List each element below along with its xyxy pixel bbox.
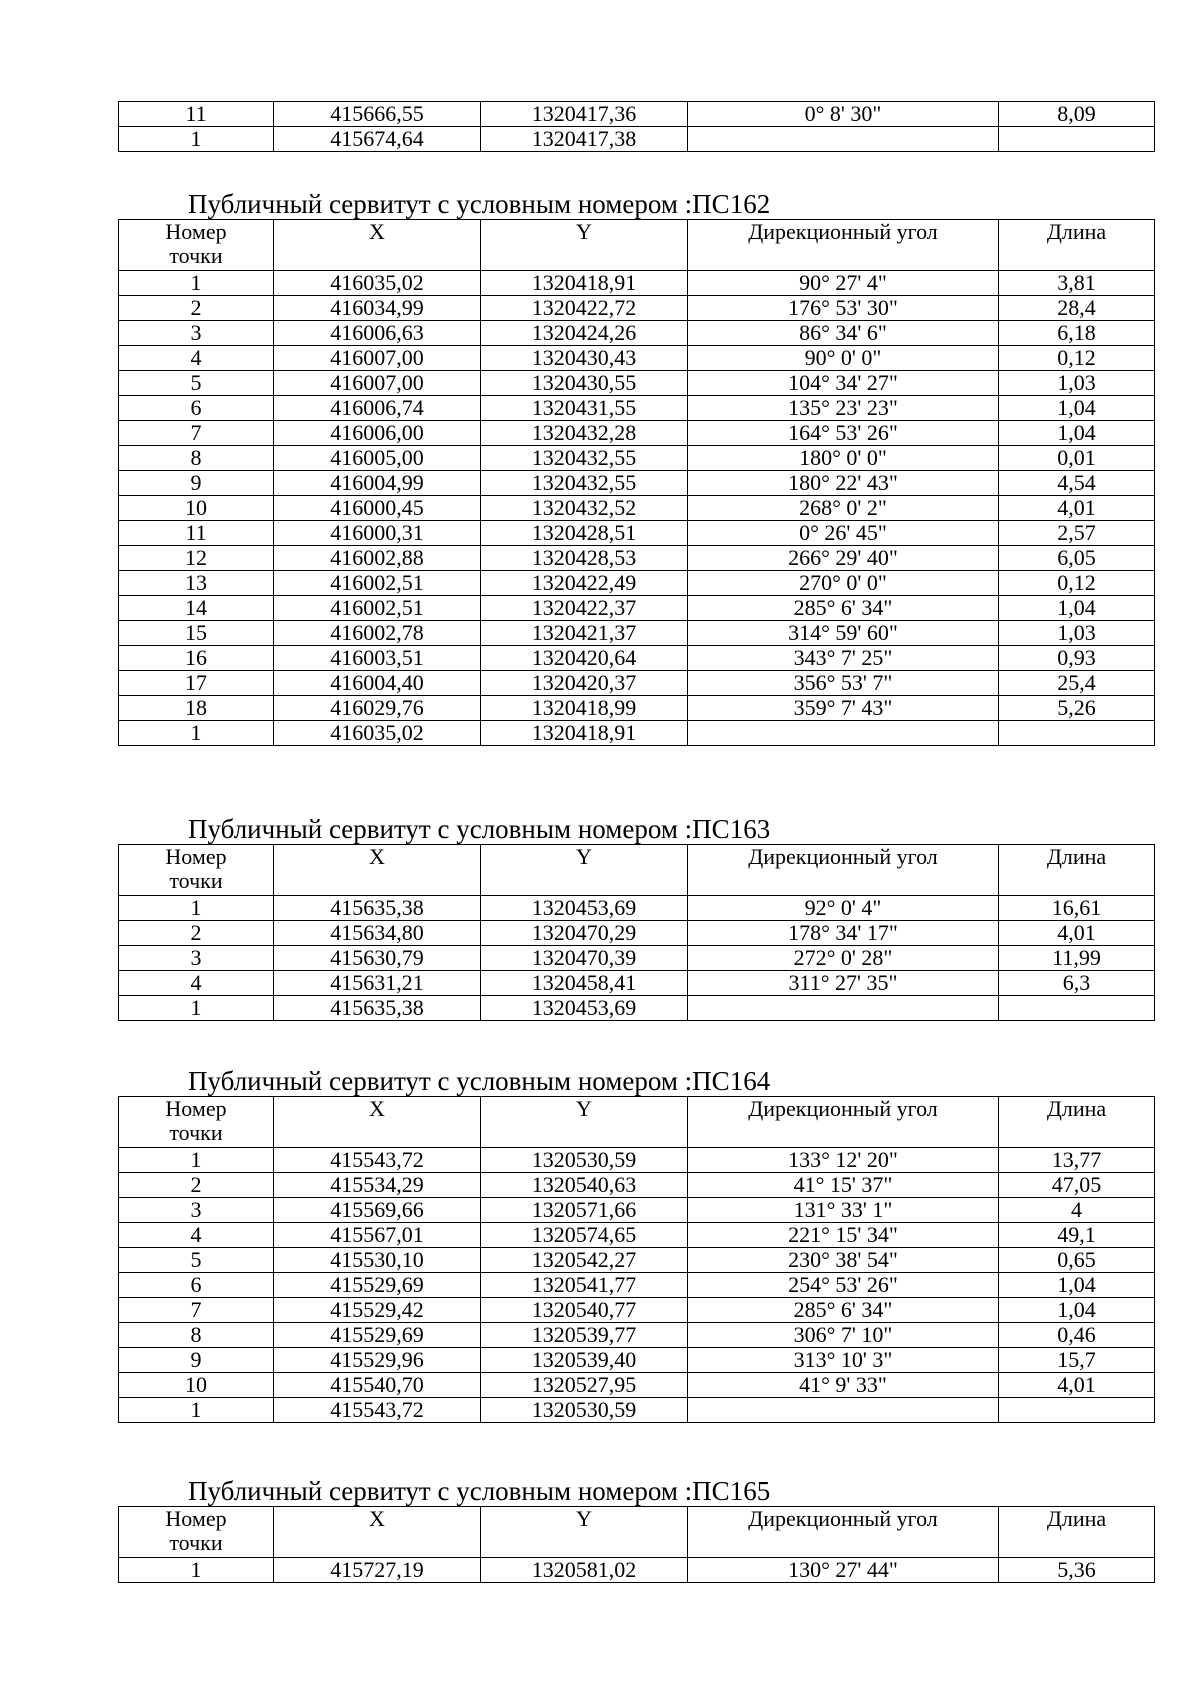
bearing-cell [688, 721, 999, 746]
length-cell: 6,18 [999, 321, 1155, 346]
x-coord-cell: 416006,00 [274, 421, 481, 446]
x-coord-cell: 416006,63 [274, 321, 481, 346]
x-coord-cell: 415529,42 [274, 1298, 481, 1323]
y-coord-cell: 1320541,77 [481, 1273, 688, 1298]
point-number-cell: 1 [119, 896, 274, 921]
length-cell: 4 [999, 1198, 1155, 1223]
length-cell: 5,36 [999, 1558, 1155, 1583]
length-cell: 49,1 [999, 1223, 1155, 1248]
table-row [119, 721, 1155, 746]
y-coord-cell: 1320470,39 [481, 946, 688, 971]
y-coord-cell: 1320539,77 [481, 1323, 688, 1348]
x-coord-cell: 415529,69 [274, 1323, 481, 1348]
header-x: X [274, 845, 481, 896]
bearing-cell: 176° 53' 30" [688, 296, 999, 321]
y-coord-cell: 1320430,55 [481, 371, 688, 396]
length-cell: 16,61 [999, 896, 1155, 921]
length-cell: 6,05 [999, 546, 1155, 571]
x-coord-cell: 415635,38 [274, 996, 481, 1021]
header-point-number-line1: Номер [165, 219, 227, 244]
section-title-ps163: Публичный сервитут с условным номером :ПС163 [188, 814, 771, 844]
point-number-cell: 4 [119, 971, 274, 996]
length-cell: 1,04 [999, 396, 1155, 421]
x-coord-cell: 415666,55 [274, 102, 481, 127]
bearing-cell: 135° 23' 23" [688, 396, 999, 421]
y-coord-cell: 1320432,28 [481, 421, 688, 446]
y-coord-cell: 1320540,77 [481, 1298, 688, 1323]
x-coord-cell: 416005,00 [274, 446, 481, 471]
bearing-cell: 131° 33' 1" [688, 1198, 999, 1223]
point-number-cell: 1 [119, 1558, 274, 1583]
bearing-cell: 180° 22' 43" [688, 471, 999, 496]
point-number-cell: 2 [119, 296, 274, 321]
x-coord-cell: 415543,72 [274, 1398, 481, 1423]
length-cell: 1,04 [999, 1298, 1155, 1323]
point-number-cell: 15 [119, 621, 274, 646]
point-number-cell: 11 [119, 102, 274, 127]
table-row [119, 1298, 1155, 1323]
point-number-cell: 18 [119, 696, 274, 721]
x-coord-cell: 416000,45 [274, 496, 481, 521]
x-coord-cell: 415631,21 [274, 971, 481, 996]
x-coord-cell: 416004,99 [274, 471, 481, 496]
table-row [119, 646, 1155, 671]
length-cell: 15,7 [999, 1348, 1155, 1373]
table-row [119, 696, 1155, 721]
table-row [119, 596, 1155, 621]
bearing-cell [688, 996, 999, 1021]
header-point-number-line1: Номер [165, 1506, 227, 1531]
length-cell: 0,46 [999, 1323, 1155, 1348]
table-row [119, 1398, 1155, 1423]
point-number-cell: 1 [119, 1148, 274, 1173]
table-row [119, 571, 1155, 596]
y-coord-cell: 1320418,91 [481, 271, 688, 296]
y-coord-cell: 1320422,72 [481, 296, 688, 321]
ps162-coord-table [118, 219, 1155, 746]
table-header-row [119, 1507, 1155, 1558]
bearing-cell: 285° 6' 34" [688, 596, 999, 621]
length-cell: 1,04 [999, 421, 1155, 446]
header-point-number-line2: точки [169, 868, 223, 893]
x-coord-cell: 415540,70 [274, 1373, 481, 1398]
x-coord-cell: 416035,02 [274, 271, 481, 296]
table-row [119, 296, 1155, 321]
header-bearing: Дирекционный угол [688, 1507, 999, 1558]
bearing-cell: 254° 53' 26" [688, 1273, 999, 1298]
length-cell: 4,54 [999, 471, 1155, 496]
table-row [119, 421, 1155, 446]
bearing-cell: 221° 15' 34" [688, 1223, 999, 1248]
y-coord-cell: 1320422,37 [481, 596, 688, 621]
y-coord-cell: 1320432,55 [481, 471, 688, 496]
y-coord-cell: 1320422,49 [481, 571, 688, 596]
bearing-cell: 313° 10' 3" [688, 1348, 999, 1373]
y-coord-cell: 1320540,63 [481, 1173, 688, 1198]
bearing-cell: 270° 0' 0" [688, 571, 999, 596]
y-coord-cell: 1320527,95 [481, 1373, 688, 1398]
table-row [119, 471, 1155, 496]
y-coord-cell: 1320428,51 [481, 521, 688, 546]
header-point-number-line2: точки [169, 243, 223, 268]
y-coord-cell: 1320418,91 [481, 721, 688, 746]
header-length: Длина [999, 845, 1155, 896]
header-y: Y [481, 1097, 688, 1148]
bearing-cell: 268° 0' 2" [688, 496, 999, 521]
length-cell: 8,09 [999, 102, 1155, 127]
bearing-cell: 285° 6' 34" [688, 1298, 999, 1323]
header-point-number [119, 1097, 274, 1148]
y-coord-cell: 1320574,65 [481, 1223, 688, 1248]
x-coord-cell: 415543,72 [274, 1148, 481, 1173]
header-point-number-line2: точки [169, 1530, 223, 1555]
x-coord-cell: 415630,79 [274, 946, 481, 971]
header-point-number [119, 845, 274, 896]
y-coord-cell: 1320530,59 [481, 1148, 688, 1173]
x-coord-cell: 415727,19 [274, 1558, 481, 1583]
length-cell: 1,03 [999, 371, 1155, 396]
table-row [119, 371, 1155, 396]
x-coord-cell: 416007,00 [274, 346, 481, 371]
section-title-ps165: Публичный сервитут с условным номером :ПС165 [188, 1476, 771, 1506]
point-number-cell: 2 [119, 1173, 274, 1198]
header-point-number [119, 220, 274, 271]
point-number-cell: 1 [119, 721, 274, 746]
bearing-cell: 272° 0' 28" [688, 946, 999, 971]
length-cell: 1,04 [999, 1273, 1155, 1298]
point-number-cell: 4 [119, 346, 274, 371]
length-cell: 4,01 [999, 921, 1155, 946]
table-row [119, 546, 1155, 571]
y-coord-cell: 1320470,29 [481, 921, 688, 946]
length-cell: 4,01 [999, 1373, 1155, 1398]
length-cell: 0,12 [999, 346, 1155, 371]
header-y: Y [481, 220, 688, 271]
length-cell: 11,99 [999, 946, 1155, 971]
point-number-cell: 13 [119, 571, 274, 596]
table-header-row [119, 845, 1155, 896]
ps165-coord-table [118, 1506, 1155, 1583]
bearing-cell: 90° 27' 4" [688, 271, 999, 296]
table-row [119, 996, 1155, 1021]
y-coord-cell: 1320431,55 [481, 396, 688, 421]
y-coord-cell: 1320581,02 [481, 1558, 688, 1583]
point-number-cell: 17 [119, 671, 274, 696]
x-coord-cell: 415529,69 [274, 1273, 481, 1298]
table-row [119, 1323, 1155, 1348]
point-number-cell: 3 [119, 946, 274, 971]
length-cell: 0,65 [999, 1248, 1155, 1273]
bearing-cell: 178° 34' 17" [688, 921, 999, 946]
bearing-cell: 0° 26' 45" [688, 521, 999, 546]
table-header-row [119, 1097, 1155, 1148]
y-coord-cell: 1320421,37 [481, 621, 688, 646]
table-row [119, 946, 1155, 971]
table-row [119, 321, 1155, 346]
x-coord-cell: 416034,99 [274, 296, 481, 321]
bearing-cell: 92° 0' 4" [688, 896, 999, 921]
table-row [119, 446, 1155, 471]
header-x: X [274, 220, 481, 271]
table-row [119, 521, 1155, 546]
table-row [119, 102, 1155, 127]
length-cell: 3,81 [999, 271, 1155, 296]
table-row [119, 271, 1155, 296]
length-cell [999, 1398, 1155, 1423]
bearing-cell: 311° 27' 35" [688, 971, 999, 996]
length-cell [999, 721, 1155, 746]
length-cell: 28,4 [999, 296, 1155, 321]
point-number-cell: 10 [119, 1373, 274, 1398]
point-number-cell: 10 [119, 496, 274, 521]
length-cell: 2,57 [999, 521, 1155, 546]
point-number-cell: 6 [119, 1273, 274, 1298]
x-coord-cell: 415635,38 [274, 896, 481, 921]
length-cell [999, 127, 1155, 152]
y-coord-cell: 1320420,64 [481, 646, 688, 671]
point-number-cell: 5 [119, 1248, 274, 1273]
length-cell: 47,05 [999, 1173, 1155, 1198]
y-coord-cell: 1320430,43 [481, 346, 688, 371]
header-bearing: Дирекционный угол [688, 220, 999, 271]
point-number-cell: 8 [119, 446, 274, 471]
table-row [119, 1223, 1155, 1248]
x-coord-cell: 416029,76 [274, 696, 481, 721]
point-number-cell: 1 [119, 271, 274, 296]
bearing-cell [688, 127, 999, 152]
x-coord-cell: 416002,78 [274, 621, 481, 646]
ps163-coord-table [118, 844, 1155, 1021]
bearing-cell: 266° 29' 40" [688, 546, 999, 571]
point-number-cell: 11 [119, 521, 274, 546]
header-length: Длина [999, 1097, 1155, 1148]
point-number-cell: 12 [119, 546, 274, 571]
y-coord-cell: 1320539,40 [481, 1348, 688, 1373]
x-coord-cell: 416002,88 [274, 546, 481, 571]
table-row [119, 1248, 1155, 1273]
length-cell: 1,03 [999, 621, 1155, 646]
point-number-cell: 5 [119, 371, 274, 396]
table-row [119, 1173, 1155, 1198]
length-cell: 0,12 [999, 571, 1155, 596]
bearing-cell: 90° 0' 0" [688, 346, 999, 371]
point-number-cell: 7 [119, 1298, 274, 1323]
bearing-cell: 359° 7' 43" [688, 696, 999, 721]
x-coord-cell: 416003,51 [274, 646, 481, 671]
x-coord-cell: 415534,29 [274, 1173, 481, 1198]
y-coord-cell: 1320420,37 [481, 671, 688, 696]
x-coord-cell: 416004,40 [274, 671, 481, 696]
point-number-cell: 3 [119, 321, 274, 346]
header-y: Y [481, 1507, 688, 1558]
table-row [119, 346, 1155, 371]
length-cell: 4,01 [999, 496, 1155, 521]
section-title-ps162: Публичный сервитут с условным номером :ПС162 [188, 189, 771, 219]
bearing-cell: 164° 53' 26" [688, 421, 999, 446]
length-cell: 13,77 [999, 1148, 1155, 1173]
y-coord-cell: 1320428,53 [481, 546, 688, 571]
length-cell [999, 996, 1155, 1021]
header-y: Y [481, 845, 688, 896]
point-number-cell: 1 [119, 127, 274, 152]
table-row [119, 1198, 1155, 1223]
bearing-cell: 180° 0' 0" [688, 446, 999, 471]
header-bearing: Дирекционный угол [688, 845, 999, 896]
length-cell: 5,26 [999, 696, 1155, 721]
section-title-ps164: Публичный сервитут с условным номером :ПС164 [188, 1066, 771, 1096]
bearing-cell: 86° 34' 6" [688, 321, 999, 346]
bearing-cell: 314° 59' 60" [688, 621, 999, 646]
bearing-cell: 41° 15' 37" [688, 1173, 999, 1198]
table-row [119, 1273, 1155, 1298]
prev-coord-table [118, 101, 1155, 152]
bearing-cell: 133° 12' 20" [688, 1148, 999, 1173]
table-row [119, 896, 1155, 921]
x-coord-cell: 416002,51 [274, 571, 481, 596]
y-coord-cell: 1320453,69 [481, 996, 688, 1021]
point-number-cell: 1 [119, 996, 274, 1021]
bearing-cell [688, 1398, 999, 1423]
header-length: Длина [999, 1507, 1155, 1558]
point-number-cell: 7 [119, 421, 274, 446]
table-row [119, 1373, 1155, 1398]
table-row [119, 127, 1155, 152]
y-coord-cell: 1320530,59 [481, 1398, 688, 1423]
header-point-number-line1: Номер [165, 1096, 227, 1121]
bearing-cell: 130° 27' 44" [688, 1558, 999, 1583]
point-number-cell: 4 [119, 1223, 274, 1248]
bearing-cell: 0° 8' 30" [688, 102, 999, 127]
bearing-cell: 230° 38' 54" [688, 1248, 999, 1273]
header-length: Длина [999, 220, 1155, 271]
table-row [119, 971, 1155, 996]
ps164-coord-table [118, 1096, 1155, 1423]
y-coord-cell: 1320458,41 [481, 971, 688, 996]
y-coord-cell: 1320424,26 [481, 321, 688, 346]
x-coord-cell: 415567,01 [274, 1223, 481, 1248]
length-cell: 25,4 [999, 671, 1155, 696]
bearing-cell: 343° 7' 25" [688, 646, 999, 671]
x-coord-cell: 415529,96 [274, 1348, 481, 1373]
bearing-cell: 356° 53' 7" [688, 671, 999, 696]
header-bearing: Дирекционный угол [688, 1097, 999, 1148]
y-coord-cell: 1320432,55 [481, 446, 688, 471]
length-cell: 6,3 [999, 971, 1155, 996]
table-header-row [119, 220, 1155, 271]
x-coord-cell: 416002,51 [274, 596, 481, 621]
header-x: X [274, 1097, 481, 1148]
y-coord-cell: 1320417,38 [481, 127, 688, 152]
table-row [119, 396, 1155, 421]
table-row [119, 1558, 1155, 1583]
point-number-cell: 1 [119, 1398, 274, 1423]
y-coord-cell: 1320542,27 [481, 1248, 688, 1273]
point-number-cell: 2 [119, 921, 274, 946]
length-cell: 0,93 [999, 646, 1155, 671]
y-coord-cell: 1320432,52 [481, 496, 688, 521]
bearing-cell: 104° 34' 27" [688, 371, 999, 396]
y-coord-cell: 1320418,99 [481, 696, 688, 721]
x-coord-cell: 415634,80 [274, 921, 481, 946]
bearing-cell: 306° 7' 10" [688, 1323, 999, 1348]
point-number-cell: 9 [119, 471, 274, 496]
x-coord-cell: 415674,64 [274, 127, 481, 152]
table-row [119, 1148, 1155, 1173]
length-cell: 0,01 [999, 446, 1155, 471]
point-number-cell: 6 [119, 396, 274, 421]
table-row [119, 1348, 1155, 1373]
x-coord-cell: 416000,31 [274, 521, 481, 546]
point-number-cell: 3 [119, 1198, 274, 1223]
y-coord-cell: 1320453,69 [481, 896, 688, 921]
x-coord-cell: 416035,02 [274, 721, 481, 746]
header-point-number-line2: точки [169, 1120, 223, 1145]
x-coord-cell: 415530,10 [274, 1248, 481, 1273]
table-row [119, 671, 1155, 696]
y-coord-cell: 1320417,36 [481, 102, 688, 127]
x-coord-cell: 415569,66 [274, 1198, 481, 1223]
point-number-cell: 14 [119, 596, 274, 621]
table-row [119, 621, 1155, 646]
header-x: X [274, 1507, 481, 1558]
x-coord-cell: 416007,00 [274, 371, 481, 396]
table-row [119, 921, 1155, 946]
point-number-cell: 9 [119, 1348, 274, 1373]
header-point-number [119, 1507, 274, 1558]
length-cell: 1,04 [999, 596, 1155, 621]
table-row [119, 496, 1155, 521]
y-coord-cell: 1320571,66 [481, 1198, 688, 1223]
header-point-number-line1: Номер [165, 844, 227, 869]
point-number-cell: 8 [119, 1323, 274, 1348]
point-number-cell: 16 [119, 646, 274, 671]
x-coord-cell: 416006,74 [274, 396, 481, 421]
bearing-cell: 41° 9' 33" [688, 1373, 999, 1398]
